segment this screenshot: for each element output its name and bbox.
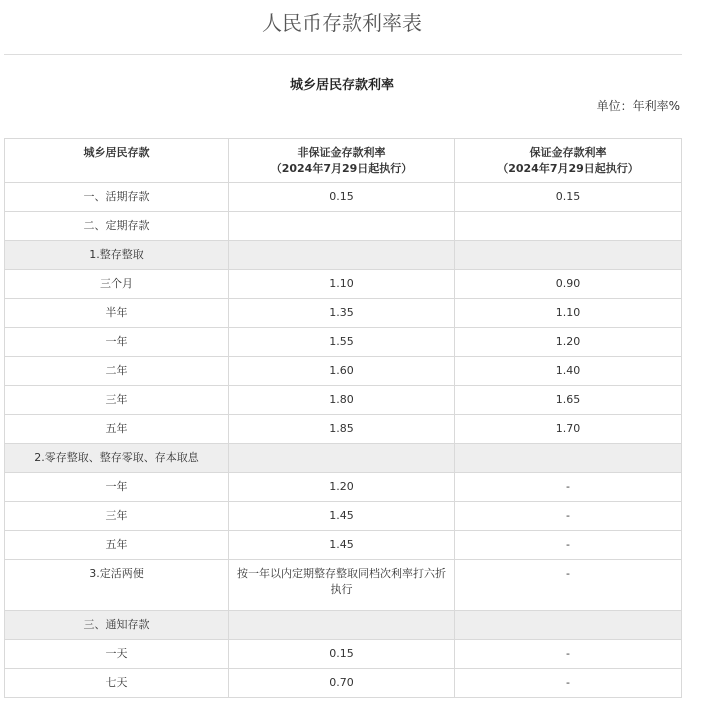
header-margin-rate — [455, 139, 682, 183]
margin-rate-cell — [455, 444, 682, 473]
table-row — [5, 611, 682, 640]
table-row — [5, 357, 682, 386]
deposit-type-cell: 一年 — [5, 473, 229, 502]
deposit-type-cell: 三个月 — [5, 270, 229, 299]
deposit-type-cell: 1.整存整取 — [5, 241, 229, 270]
margin-rate-cell: 1.65 — [455, 386, 682, 415]
non-margin-rate-cell: 1.60 — [229, 357, 455, 386]
margin-rate-cell: 0.15 — [455, 183, 682, 212]
table-row — [5, 415, 682, 444]
non-margin-rate-cell — [229, 611, 455, 640]
table-row — [5, 241, 682, 270]
margin-rate-cell — [455, 212, 682, 241]
deposit-type-cell: 3.定活两便 — [5, 560, 229, 611]
margin-rate-cell: - — [455, 669, 682, 698]
non-margin-rate-cell — [229, 444, 455, 473]
page-title: 人民币存款利率表 — [262, 11, 422, 35]
table-row — [5, 502, 682, 531]
deposit-type-cell: 二、定期存款 — [5, 212, 229, 241]
header-deposit-type — [5, 139, 229, 183]
table-header-row — [5, 139, 682, 183]
header-deposit-type-label: 城乡居民存款 — [83, 146, 150, 159]
header-non-margin-label: 非保证金存款利率 — [297, 146, 386, 159]
non-margin-rate-cell: 0.15 — [229, 183, 455, 212]
margin-rate-cell: 1.10 — [455, 299, 682, 328]
non-margin-rate-cell: 1.45 — [229, 502, 455, 531]
non-margin-rate-cell: 1.80 — [229, 386, 455, 415]
deposit-type-cell: 一年 — [5, 328, 229, 357]
table-row — [5, 386, 682, 415]
table-row — [5, 560, 682, 611]
header-non-margin-date: （2024年7月29日起执行） — [270, 162, 413, 175]
margin-rate-cell: 1.20 — [455, 328, 682, 357]
header-margin-label: 保证金存款利率 — [529, 146, 607, 159]
deposit-type-cell: 半年 — [5, 299, 229, 328]
table-row — [5, 444, 682, 473]
non-margin-rate-cell — [229, 241, 455, 270]
deposit-type-cell: 一、活期存款 — [5, 183, 229, 212]
table-row — [5, 270, 682, 299]
margin-rate-cell: - — [455, 560, 682, 611]
table-row — [5, 328, 682, 357]
non-margin-rate-cell: 1.35 — [229, 299, 455, 328]
deposit-type-cell: 三、通知存款 — [5, 611, 229, 640]
non-margin-rate-cell: 按一年以内定期整存整取同档次利率打六折执行 — [229, 560, 455, 611]
section-title: 城乡居民存款利率 — [289, 78, 394, 93]
deposit-rate-table — [4, 138, 682, 698]
margin-rate-cell: 0.90 — [455, 270, 682, 299]
title-divider — [4, 54, 682, 55]
margin-rate-cell: - — [455, 502, 682, 531]
margin-rate-cell — [455, 241, 682, 270]
deposit-type-cell: 一天 — [5, 640, 229, 669]
unit-note: 单位：年利率% — [596, 99, 680, 113]
table-row — [5, 183, 682, 212]
margin-rate-cell: - — [455, 531, 682, 560]
margin-rate-cell: - — [455, 640, 682, 669]
table-row — [5, 531, 682, 560]
table-row — [5, 299, 682, 328]
table-row — [5, 669, 682, 698]
header-margin-date: （2024年7月29日起执行） — [497, 162, 639, 175]
deposit-type-cell: 2.零存整取、整存零取、存本取息 — [5, 444, 229, 473]
margin-rate-cell: 1.40 — [455, 357, 682, 386]
non-margin-rate-cell: 1.85 — [229, 415, 455, 444]
non-margin-rate-cell: 0.70 — [229, 669, 455, 698]
non-margin-rate-cell — [229, 212, 455, 241]
non-margin-rate-cell: 1.45 — [229, 531, 455, 560]
table-row — [5, 473, 682, 502]
deposit-type-cell: 五年 — [5, 415, 229, 444]
margin-rate-cell: - — [455, 473, 682, 502]
non-margin-rate-cell: 0.15 — [229, 640, 455, 669]
table-row — [5, 640, 682, 669]
non-margin-rate-cell: 1.20 — [229, 473, 455, 502]
deposit-type-cell: 七天 — [5, 669, 229, 698]
margin-rate-cell: 1.70 — [455, 415, 682, 444]
deposit-type-cell: 三年 — [5, 386, 229, 415]
non-margin-rate-cell: 1.55 — [229, 328, 455, 357]
table-body — [5, 183, 682, 698]
deposit-type-cell: 二年 — [5, 357, 229, 386]
deposit-type-cell: 五年 — [5, 531, 229, 560]
margin-rate-cell — [455, 611, 682, 640]
header-non-margin-rate — [229, 139, 455, 183]
table-row — [5, 212, 682, 241]
non-margin-rate-cell: 1.10 — [229, 270, 455, 299]
deposit-type-cell: 三年 — [5, 502, 229, 531]
